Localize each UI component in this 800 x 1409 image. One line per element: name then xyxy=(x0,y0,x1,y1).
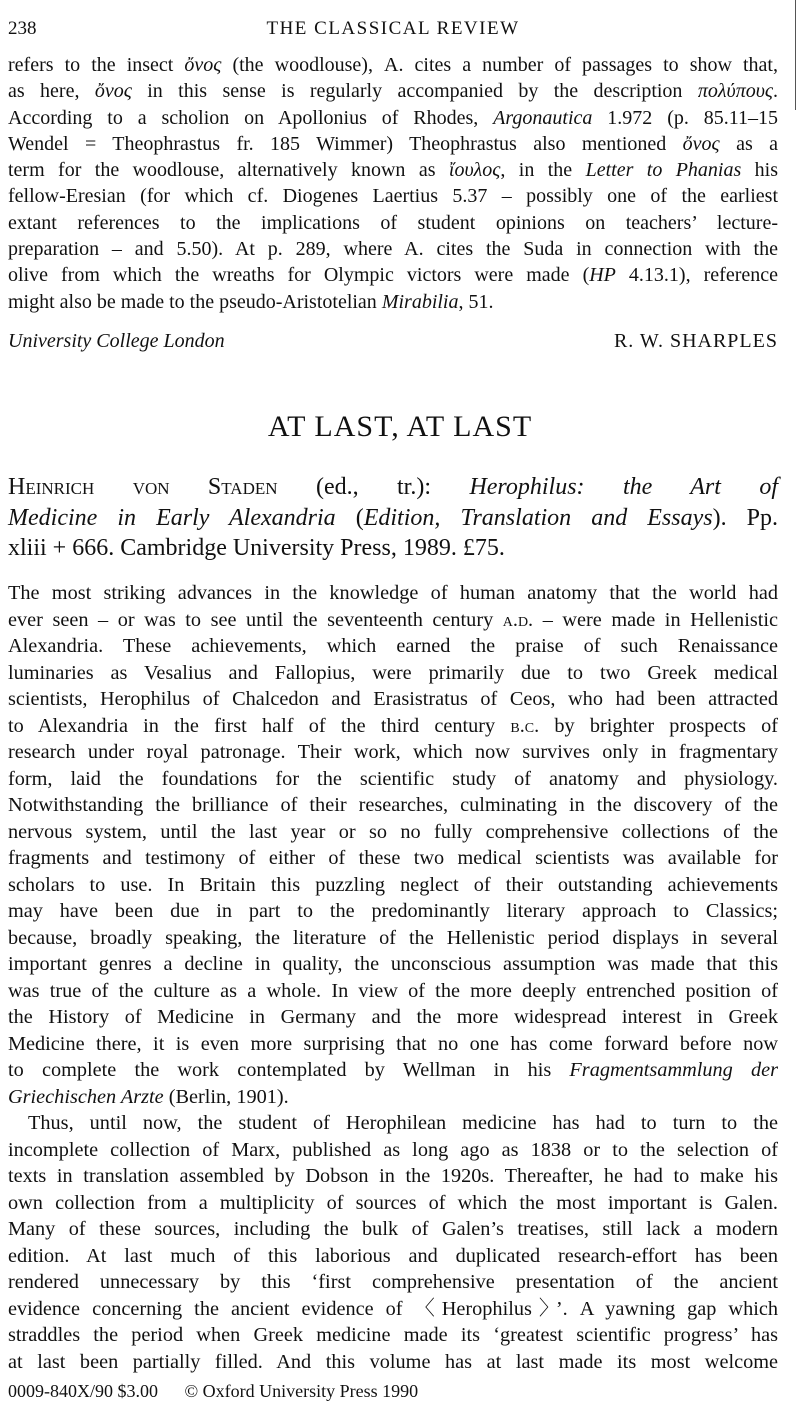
text-line xyxy=(8,792,778,819)
text-line xyxy=(8,1031,778,1058)
text-segment: ( xyxy=(335,504,364,531)
text-segment: fellow-Eresian (for which cf. Diogenes Laertius 5.37 – possibly one of the earliest xyxy=(8,185,778,208)
text-line xyxy=(8,607,778,634)
text-segment: because, broadly speaking, the literature of the Hellenistic period displays in several xyxy=(8,926,778,949)
text-segment: , 51. xyxy=(458,290,494,313)
text-segment: texts in translation assembled by Dobson in the 1920s. Thereafter, he had to make his xyxy=(8,1165,778,1187)
italic-text: Medicine in Early Alexandria xyxy=(8,504,336,531)
text-segment: Wendel = Theophrastus fr. 185 Wimmer) Theophrastus also mentioned xyxy=(8,132,683,155)
text-segment: incomplete collection of Marx, published as long ago as 1838 or to the selection of xyxy=(8,1138,778,1161)
text-line xyxy=(8,503,778,534)
text-line xyxy=(8,898,778,925)
reviewer-institution: University College London xyxy=(8,330,225,352)
text-line xyxy=(8,472,778,503)
text-segment: Medicine there, it is even more surprising that no one has come forward before now xyxy=(8,1032,778,1055)
text-segment: edition. At last much of this laborious and duplicated research-effort has been xyxy=(8,1244,778,1267)
text-segment: Notwithstanding the brilliance of their researches, culminating in the discovery of the xyxy=(8,794,778,816)
text-line xyxy=(8,1163,778,1190)
text-segment: form, laid the foundations for the scientific study of anatomy and physiology. xyxy=(8,767,778,790)
text-segment: ever seen – or was to see until the seventeenth century xyxy=(8,608,503,631)
text-segment: nervous system, until the last year or so no fully comprehensive collections of the xyxy=(8,820,778,843)
text-segment: important genres a decline in quality, the unconscious assumption was made that this xyxy=(8,953,778,975)
text-segment: in this sense is regularly accompanied by the description xyxy=(131,80,698,103)
text-line xyxy=(8,1057,778,1084)
italic-text: Fragmentsammlung der xyxy=(569,1059,778,1081)
text-line xyxy=(8,236,778,262)
text-line xyxy=(8,925,778,952)
italic-text: ὄνος xyxy=(184,54,222,76)
small-caps-text: a.d. xyxy=(502,608,534,631)
text-line xyxy=(8,1243,778,1270)
text-segment: rendered unnecessary by this ‘first comprehensive presentation of the ancient xyxy=(8,1271,778,1293)
reviewer-name: R. W. SHARPLES xyxy=(613,330,778,352)
scan-edge-line xyxy=(795,0,796,110)
italic-text: Letter to Phanias xyxy=(585,159,742,182)
book-citation-heading xyxy=(8,472,778,564)
text-line xyxy=(8,1322,778,1349)
journal-title: THE CLASSICAL REVIEW xyxy=(266,18,520,39)
text-segment: fragments and testimony of either of these two medical scientists was available for xyxy=(8,847,778,869)
text-segment: might also be made to the pseudo-Aristotelian xyxy=(8,290,382,313)
text-segment: (the woodlouse), A. cites a number of passages to show that, xyxy=(221,54,778,76)
text-line xyxy=(8,872,778,899)
text-segment: (Berlin, 1901). xyxy=(163,1085,289,1108)
page-number: 238 xyxy=(8,18,37,39)
text-line xyxy=(8,660,778,687)
text-line xyxy=(8,845,778,872)
text-line xyxy=(8,52,778,78)
text-segment: as a xyxy=(719,132,779,155)
italic-text: Mirabilia xyxy=(381,290,459,313)
text-segment: Alexandria. These achievements, which earned the praise of such Renaissance xyxy=(8,635,778,657)
text-segment: 4.13.1), reference xyxy=(615,264,778,287)
text-line xyxy=(8,951,778,978)
running-header xyxy=(8,18,778,44)
copyright-notice: © Oxford University Press 1990 xyxy=(184,1381,419,1401)
text-segment: was true of the culture as a whole. In view of the more deeply entrenched position of xyxy=(8,979,778,1002)
text-segment: may have been due in part to the predominantly literary approach to Classics; xyxy=(8,900,778,922)
text-line xyxy=(8,766,778,793)
text-line xyxy=(8,633,778,660)
small-caps-text: Heinrich von Staden xyxy=(8,474,278,500)
italic-text: ἴουλος xyxy=(448,159,501,182)
text-line xyxy=(8,78,778,104)
text-segment: the History of Medicine in Germany and the more widespread interest in Greek xyxy=(8,1006,778,1028)
text-line xyxy=(8,713,778,740)
text-segment: at last been partially filled. And this volume has at last made its most welcome xyxy=(8,1350,778,1373)
italic-text: Griechischen Arzte xyxy=(8,1085,164,1108)
text-line xyxy=(8,580,778,607)
text-segment: 1.972 (p. 85.11–15 xyxy=(592,106,778,129)
text-line xyxy=(8,978,778,1005)
text-segment: – were made in Hellenistic xyxy=(533,608,778,631)
text-segment: luminaries as Vesalius and Fallopius, were primarily due to two Greek medical xyxy=(8,661,778,684)
italic-text: ὄνος xyxy=(682,132,720,155)
issn-price: 0009-840X/90 $3.00 xyxy=(8,1381,158,1401)
text-segment: evidence concerning the ancient evidence of 〈Herophilus〉’. A yawning gap which xyxy=(8,1297,778,1320)
review-body xyxy=(8,580,778,1375)
text-segment: , in the xyxy=(500,159,586,182)
text-line xyxy=(8,1137,778,1164)
text-line xyxy=(8,1349,778,1376)
text-segment: scientists, Herophilus of Chalcedon and Erasistratus of Ceos, who had been attracted xyxy=(8,688,778,710)
text-segment: extant references to the implications of student opinions on teachers’ lecture- xyxy=(8,211,778,234)
previous-review-paragraph xyxy=(8,52,778,315)
text-line xyxy=(8,686,778,713)
italic-text: Argonautica xyxy=(493,106,593,129)
text-line xyxy=(8,157,778,183)
text-segment: ). Pp. xyxy=(712,504,779,531)
text-segment: research under royal patronage. Their work, which now survives only in fragmentary xyxy=(8,741,778,763)
italic-text: ὄνος xyxy=(94,80,132,103)
text-segment: Thus, until now, the student of Herophilean medicine has had to turn to the xyxy=(28,1112,778,1134)
text-line xyxy=(8,183,778,209)
italic-text: πολύπους xyxy=(697,80,774,103)
text-segment: preparation – and 5.50). At p. 289, where A. cites the Suda in connection with the xyxy=(8,238,778,261)
text-segment: According to a scholion on Apollonius of Rhodes, xyxy=(8,106,494,129)
text-segment: The most striking advances in the knowledge of human anatomy that the world had xyxy=(8,582,778,604)
text-segment: as here, xyxy=(8,80,95,103)
text-line xyxy=(8,289,778,315)
text-segment: his xyxy=(741,159,779,182)
italic-text: Edition, Translation and Essays xyxy=(363,504,713,531)
text-line xyxy=(8,533,778,564)
text-line xyxy=(8,1216,778,1243)
text-line xyxy=(8,210,778,236)
signature-line xyxy=(8,330,778,356)
text-segment: to Alexandria in the first half of the third century xyxy=(8,714,511,737)
text-line xyxy=(8,105,778,131)
text-line xyxy=(8,1084,778,1111)
text-segment: to complete the work contemplated by Wellman in his xyxy=(8,1059,570,1081)
italic-text: HP xyxy=(589,264,616,287)
page-footer xyxy=(8,1381,418,1402)
text-line xyxy=(8,1190,778,1217)
small-caps-text: b.c. xyxy=(510,714,540,737)
text-line xyxy=(8,131,778,157)
text-segment: . xyxy=(773,80,779,103)
text-segment: (ed., tr.): xyxy=(277,474,470,500)
italic-text: Herophilus: the Art of xyxy=(469,474,779,500)
text-line xyxy=(8,1269,778,1296)
text-line xyxy=(8,739,778,766)
text-segment: own collection from a multiplicity of sources of which the most important is Galen. xyxy=(8,1191,778,1214)
text-segment: term for the woodlouse, alternatively known as xyxy=(8,159,449,182)
text-line xyxy=(8,262,778,288)
text-line xyxy=(8,1004,778,1031)
text-segment: refers to the insect xyxy=(8,54,185,76)
text-segment: Many of these sources, including the bulk of Galen’s treatises, still lack a modern xyxy=(8,1218,778,1240)
text-segment: by brighter prospects of xyxy=(539,714,779,737)
text-segment: scholars to use. In Britain this puzzling neglect of their outstanding achievements xyxy=(8,873,778,896)
text-segment: xliii + 666. Cambridge University Press, 1989. £75. xyxy=(8,535,505,561)
text-segment: olive from which the wreaths for Olympic victors were made ( xyxy=(8,264,590,287)
text-line xyxy=(8,1296,778,1323)
review-title: AT LAST, AT LAST xyxy=(267,410,533,443)
text-segment: straddles the period when Greek medicine made its ‘greatest scientific progress’ has xyxy=(8,1324,778,1346)
text-line xyxy=(8,1110,778,1137)
text-line xyxy=(8,819,778,846)
